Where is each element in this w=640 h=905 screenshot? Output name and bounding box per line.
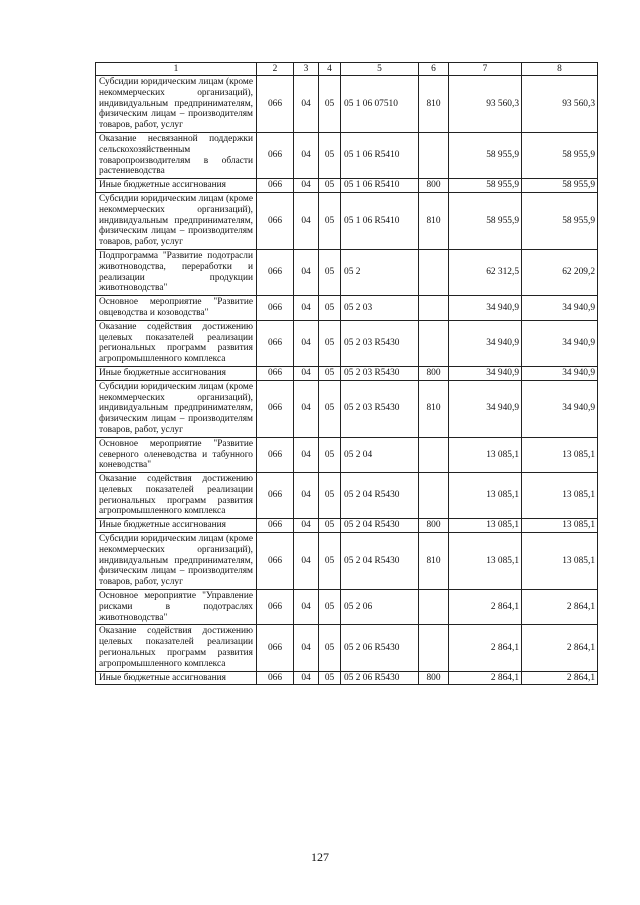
expense-type-cell <box>419 296 449 321</box>
amount-cell: 2 864,1 <box>449 590 522 625</box>
budget-table <box>95 62 598 685</box>
amount-cell: 58 955,9 <box>522 192 598 249</box>
target-article-cell: 05 2 04 R5430 <box>341 533 419 590</box>
amount-cell: 58 955,9 <box>449 179 522 193</box>
table-row <box>96 366 598 380</box>
subsection-cell: 05 <box>319 671 341 685</box>
amount-cell: 13 085,1 <box>449 533 522 590</box>
code-cell: 066 <box>257 296 294 321</box>
subsection-cell: 05 <box>319 437 341 472</box>
table-row <box>96 179 598 193</box>
amount-cell: 34 940,9 <box>522 380 598 437</box>
target-article-cell: 05 2 03 R5430 <box>341 380 419 437</box>
table-row <box>96 249 598 295</box>
amount-cell: 13 085,1 <box>522 473 598 519</box>
target-article-cell: 05 1 06 R5410 <box>341 179 419 193</box>
amount-cell: 2 864,1 <box>522 590 598 625</box>
row-name-cell: Оказание несвязанной поддержки сельскохозяйственным товаропроизводителям в области растениеводства <box>96 132 257 178</box>
code-cell: 066 <box>257 380 294 437</box>
amount-cell: 58 955,9 <box>522 179 598 193</box>
subsection-cell: 05 <box>319 519 341 533</box>
section-cell: 04 <box>294 320 319 366</box>
target-article-cell: 05 2 04 R5430 <box>341 519 419 533</box>
amount-cell: 2 864,1 <box>522 671 598 685</box>
column-header: 4 <box>319 63 341 76</box>
table-row <box>96 132 598 178</box>
expense-type-cell <box>419 590 449 625</box>
expense-type-cell <box>419 132 449 178</box>
column-header: 1 <box>96 63 257 76</box>
subsection-cell: 05 <box>319 179 341 193</box>
section-cell: 04 <box>294 380 319 437</box>
subsection-cell: 05 <box>319 625 341 671</box>
expense-type-cell: 810 <box>419 192 449 249</box>
code-cell: 066 <box>257 132 294 178</box>
section-cell: 04 <box>294 249 319 295</box>
code-cell: 066 <box>257 320 294 366</box>
amount-cell: 13 085,1 <box>449 473 522 519</box>
amount-cell: 34 940,9 <box>522 296 598 321</box>
code-cell: 066 <box>257 625 294 671</box>
target-article-cell: 05 2 06 R5430 <box>341 625 419 671</box>
amount-cell: 58 955,9 <box>449 132 522 178</box>
table-row <box>96 625 598 671</box>
code-cell: 066 <box>257 590 294 625</box>
expense-type-cell <box>419 473 449 519</box>
amount-cell: 34 940,9 <box>449 296 522 321</box>
section-cell: 04 <box>294 179 319 193</box>
expense-type-cell: 800 <box>419 519 449 533</box>
subsection-cell: 05 <box>319 590 341 625</box>
code-cell: 066 <box>257 192 294 249</box>
expense-type-cell: 800 <box>419 366 449 380</box>
amount-cell: 13 085,1 <box>522 437 598 472</box>
code-cell: 066 <box>257 437 294 472</box>
subsection-cell: 05 <box>319 192 341 249</box>
amount-cell: 13 085,1 <box>449 437 522 472</box>
target-article-cell: 05 2 06 <box>341 590 419 625</box>
subsection-cell: 05 <box>319 320 341 366</box>
amount-cell: 34 940,9 <box>522 320 598 366</box>
table-row <box>96 380 598 437</box>
subsection-cell: 05 <box>319 132 341 178</box>
column-header: 8 <box>522 63 598 76</box>
table-row <box>96 473 598 519</box>
section-cell: 04 <box>294 437 319 472</box>
amount-cell: 93 560,3 <box>449 76 522 133</box>
code-cell: 066 <box>257 473 294 519</box>
amount-cell: 13 085,1 <box>449 519 522 533</box>
table-row <box>96 320 598 366</box>
code-cell: 066 <box>257 179 294 193</box>
target-article-cell: 05 2 03 <box>341 296 419 321</box>
amount-cell: 62 312,5 <box>449 249 522 295</box>
subsection-cell: 05 <box>319 76 341 133</box>
amount-cell: 34 940,9 <box>522 366 598 380</box>
code-cell: 066 <box>257 249 294 295</box>
target-article-cell: 05 2 <box>341 249 419 295</box>
row-name-cell: Субсидии юридическим лицам (кроме некоммерческих организаций), индивидуальным предпринимателям, физическим лицам – производителям товаров, работ, услуг <box>96 380 257 437</box>
target-article-cell: 05 1 06 R5410 <box>341 132 419 178</box>
amount-cell: 2 864,1 <box>522 625 598 671</box>
target-article-cell: 05 2 04 R5430 <box>341 473 419 519</box>
column-header: 3 <box>294 63 319 76</box>
code-cell: 066 <box>257 519 294 533</box>
subsection-cell: 05 <box>319 473 341 519</box>
section-cell: 04 <box>294 366 319 380</box>
amount-cell: 2 864,1 <box>449 625 522 671</box>
row-name-cell: Субсидии юридическим лицам (кроме некоммерческих организаций), индивидуальным предпринимателям, физическим лицам – производителям товаров, работ, услуг <box>96 533 257 590</box>
expense-type-cell: 800 <box>419 671 449 685</box>
table-body <box>96 76 598 685</box>
row-name-cell: Основное мероприятие "Управление рисками в подотраслях животноводства" <box>96 590 257 625</box>
section-cell: 04 <box>294 533 319 590</box>
expense-type-cell <box>419 249 449 295</box>
target-article-cell: 05 2 04 <box>341 437 419 472</box>
section-cell: 04 <box>294 76 319 133</box>
table-row <box>96 76 598 133</box>
subsection-cell: 05 <box>319 366 341 380</box>
column-header: 6 <box>419 63 449 76</box>
row-name-cell: Иные бюджетные ассигнования <box>96 179 257 193</box>
code-cell: 066 <box>257 671 294 685</box>
amount-cell: 13 085,1 <box>522 533 598 590</box>
target-article-cell: 05 1 06 07510 <box>341 76 419 133</box>
target-article-cell: 05 2 03 R5430 <box>341 320 419 366</box>
code-cell: 066 <box>257 533 294 590</box>
section-cell: 04 <box>294 519 319 533</box>
section-cell: 04 <box>294 473 319 519</box>
amount-cell: 34 940,9 <box>449 380 522 437</box>
table-row <box>96 671 598 685</box>
expense-type-cell <box>419 320 449 366</box>
section-cell: 04 <box>294 590 319 625</box>
row-name-cell: Основное мероприятие "Развитие северного оленеводства и табунного коневодства" <box>96 437 257 472</box>
row-name-cell: Основное мероприятие "Развитие овцеводства и козоводства" <box>96 296 257 321</box>
table-row <box>96 519 598 533</box>
section-cell: 04 <box>294 132 319 178</box>
row-name-cell: Субсидии юридическим лицам (кроме некоммерческих организаций), индивидуальным предпринимателям, физическим лицам – производителям товаров, работ, услуг <box>96 76 257 133</box>
amount-cell: 58 955,9 <box>522 132 598 178</box>
subsection-cell: 05 <box>319 296 341 321</box>
target-article-cell: 05 2 06 R5430 <box>341 671 419 685</box>
expense-type-cell <box>419 437 449 472</box>
section-cell: 04 <box>294 671 319 685</box>
amount-cell: 13 085,1 <box>522 519 598 533</box>
expense-type-cell: 810 <box>419 76 449 133</box>
column-header: 5 <box>341 63 419 76</box>
table-row <box>96 533 598 590</box>
subsection-cell: 05 <box>319 249 341 295</box>
row-name-cell: Оказание содействия достижению целевых показателей реализации региональных программ развития агропромышленного комплекса <box>96 625 257 671</box>
code-cell: 066 <box>257 76 294 133</box>
amount-cell: 2 864,1 <box>449 671 522 685</box>
row-name-cell: Подпрограмма "Развитие подотрасли животноводства, переработки и реализации продукции животноводства" <box>96 249 257 295</box>
section-cell: 04 <box>294 296 319 321</box>
amount-cell: 62 209,2 <box>522 249 598 295</box>
row-name-cell: Субсидии юридическим лицам (кроме некоммерческих организаций), индивидуальным предпринимателям, физическим лицам – производителям товаров, работ, услуг <box>96 192 257 249</box>
column-header: 2 <box>257 63 294 76</box>
code-cell: 066 <box>257 366 294 380</box>
table-header-row <box>96 63 598 76</box>
page-number: 127 <box>311 850 329 864</box>
table-row <box>96 192 598 249</box>
target-article-cell: 05 1 06 R5410 <box>341 192 419 249</box>
row-name-cell: Иные бюджетные ассигнования <box>96 366 257 380</box>
expense-type-cell: 800 <box>419 179 449 193</box>
expense-type-cell: 810 <box>419 380 449 437</box>
section-cell: 04 <box>294 625 319 671</box>
row-name-cell: Иные бюджетные ассигнования <box>96 519 257 533</box>
row-name-cell: Иные бюджетные ассигнования <box>96 671 257 685</box>
table-row <box>96 296 598 321</box>
row-name-cell: Оказание содействия достижению целевых показателей реализации региональных программ развития агропромышленного комплекса <box>96 320 257 366</box>
amount-cell: 34 940,9 <box>449 320 522 366</box>
expense-type-cell: 810 <box>419 533 449 590</box>
expense-type-cell <box>419 625 449 671</box>
column-header: 7 <box>449 63 522 76</box>
row-name-cell: Оказание содействия достижению целевых показателей реализации региональных программ развития агропромышленного комплекса <box>96 473 257 519</box>
table-row <box>96 437 598 472</box>
target-article-cell: 05 2 03 R5430 <box>341 366 419 380</box>
section-cell: 04 <box>294 192 319 249</box>
table-row <box>96 590 598 625</box>
subsection-cell: 05 <box>319 533 341 590</box>
amount-cell: 93 560,3 <box>522 76 598 133</box>
amount-cell: 34 940,9 <box>449 366 522 380</box>
subsection-cell: 05 <box>319 380 341 437</box>
amount-cell: 58 955,9 <box>449 192 522 249</box>
